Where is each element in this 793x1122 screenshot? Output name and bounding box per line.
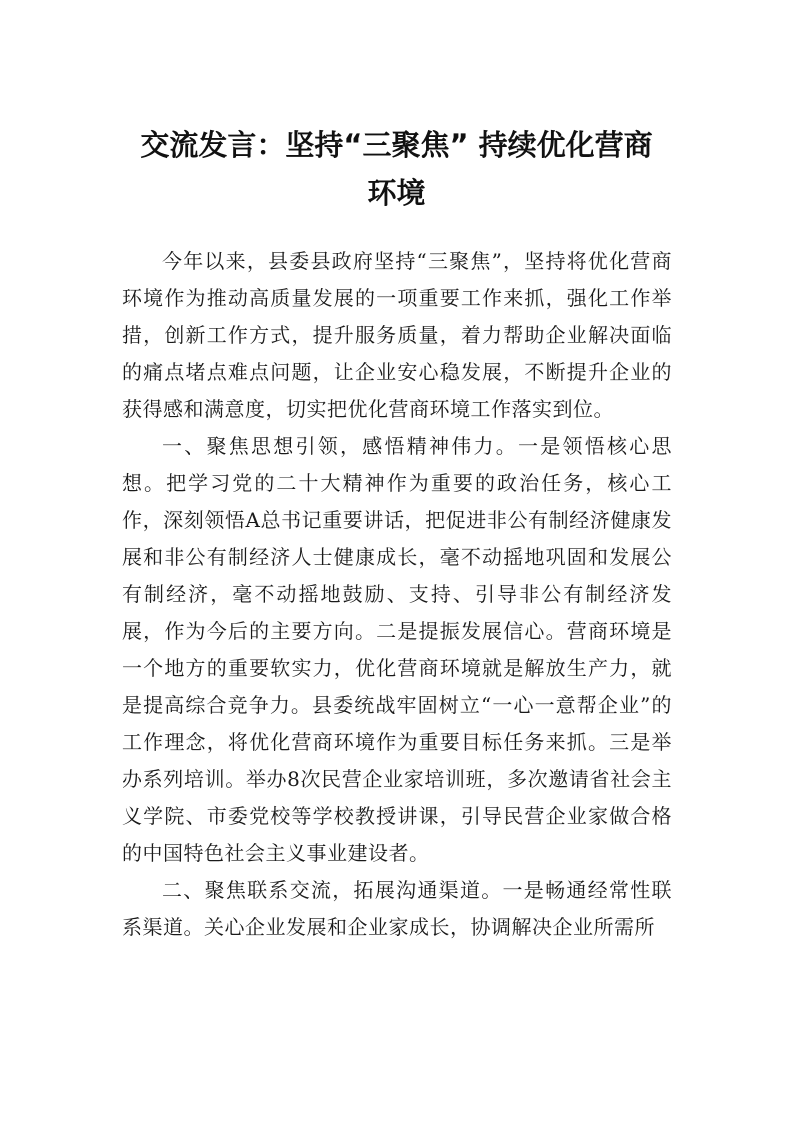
paragraph-section-1: 一、聚焦思想引领，感悟精神伟力。一是领悟核心思想。把学习党的二十大精神作为重要的政治任务，核心工作，深刻领悟A总书记重要讲话，把促进非公有制经济健康发展和非公有制经济人士健康成长，毫不动摇地巩固和发展公有制经济，毫不动摇地鼓励、支持、引导非公有制经济发展，作为今后的主要方向。二是提振发展信心。营商环境是一个地方的重要软实力，优化营商环境就是解放生产力，就是提高综合竞争力。县委统战牢固树立“一心一意帮企业”的工作理念，将优化营商环境作为重要目标任务来抓。三是举办系列培训。举办8次民营企业家培训班，多次邀请省社会主义学院、市委党校等学校教授讲课，引导民营企业家做合格的中国特色社会主义事业建设者。 bbox=[122, 434, 672, 865]
paragraph-intro: 今年以来，县委县政府坚持“三聚焦”，坚持将优化营商环境作为推动高质量发展的一项重要工作来抓，强化工作举措，创新工作方式，提升服务质量，着力帮助企业解决面临的痛点堵点难点问题，让企业安心稳发展，不断提升企业的获得感和满意度，切实把优化营商环境工作落实到位。 bbox=[122, 249, 672, 421]
paragraph-section-2: 二、聚焦联系交流，拓展沟通渠道。一是畅通经常性联系渠道。关心企业发展和企业家成长，协调解决企业所需所 bbox=[122, 878, 672, 939]
document-body bbox=[122, 243, 672, 946]
document-title-line-1: 交流发言：坚持“三聚焦” 持续优化营商 bbox=[140, 128, 653, 162]
document-title-line-2: 环境 bbox=[367, 176, 426, 210]
